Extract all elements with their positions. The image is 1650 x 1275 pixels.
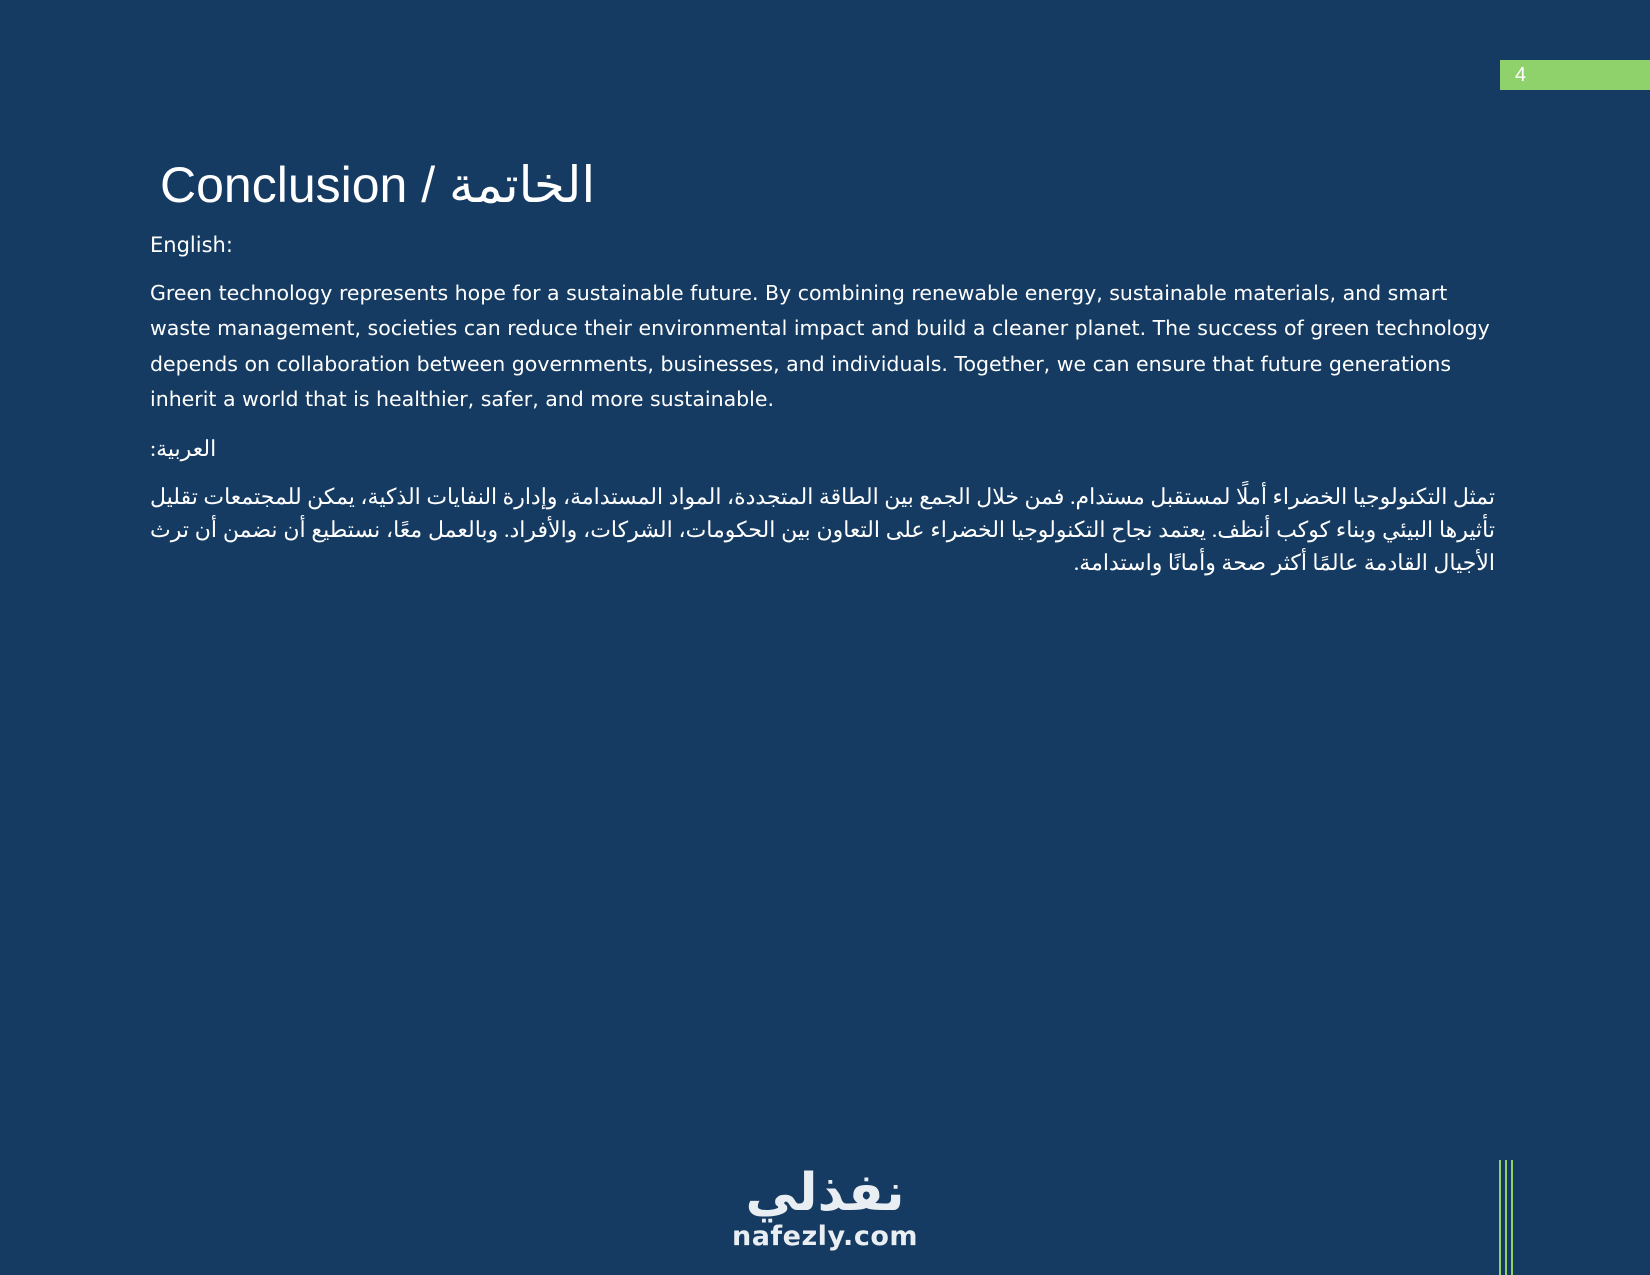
page-title: Conclusion / الخاتمة xyxy=(160,157,596,213)
logo-arabic-text: نفذلي xyxy=(745,1163,905,1223)
nafezly-logo xyxy=(700,1165,950,1253)
arabic-label: العربية: xyxy=(150,435,217,461)
logo-english-text: nafezly.com xyxy=(731,1221,919,1252)
decorative-lines-icon xyxy=(1499,1160,1513,1275)
arabic-paragraph: تمثل التكنولوجيا الخضراء أملًا لمستقبل مستدام. فمن خلال الجمع بين الطاقة المتجددة، المواد المستدامة، وإدارة النفايات الذكية، يمكن للمجتمعات تقليل تأثيرها البيئي وبناء كوكب أنظف. يعتمد نجاح التكنولوجيا الخضراء على التعاون بين الحكومات، الشركات، والأفراد. وبالعمل معًا، نستطيع أن نضمن أن ترث الأجيال القادمة عالمًا أكثر صحة وأمانًا واستدامة. xyxy=(150,483,1495,575)
page-number-badge xyxy=(1500,60,1650,90)
english-label: English: xyxy=(150,233,233,257)
content-area xyxy=(150,230,1495,579)
page-number: 4 xyxy=(1515,64,1527,86)
english-paragraph: Green technology represents hope for a sustainable future. By combining renewable energy, sustainable materials, and smart waste management, societies can reduce their environmental impact and build a cleaner planet. The success of green technology depends on collaboration between governments, businesses, and individuals. Together, we can ensure that future generations inherit a world that is healthier, safer, and more sustainable. xyxy=(150,281,1490,412)
